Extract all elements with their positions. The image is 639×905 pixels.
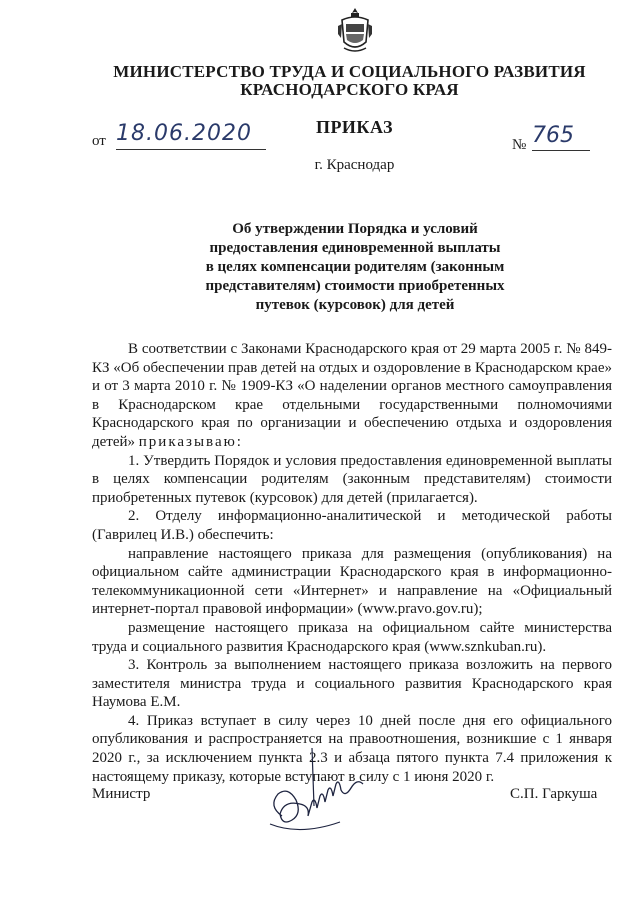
- handwritten-signature: [262, 746, 382, 838]
- clause-2: 2. Отделу информационно-аналитической и методической работы (Гаврилец И.В.) обеспечить:: [92, 508, 612, 543]
- subject-line: представителям) стоимости приобретенных: [205, 278, 505, 294]
- preamble-paragraph: [92, 340, 612, 452]
- order-subject: [170, 220, 540, 315]
- date-prefix: от: [92, 133, 106, 149]
- ministry-name-line1: МИНИСТЕРСТВО ТРУДА И СОЦИАЛЬНОГО РАЗВИТИЯ: [113, 62, 586, 81]
- order-number: 765: [532, 120, 590, 151]
- number-prefix: №: [512, 137, 527, 153]
- order-date: 18.06.2020: [116, 117, 266, 150]
- subject-line: Об утверждении Порядка и условий: [232, 221, 478, 237]
- order-word: приказываю:: [138, 433, 243, 450]
- clause-1: 1. Утвердить Порядок и условия предоставления единовременной выплаты в целях компенсации родителям (законным представителям) стоимости приобретенных путевок (курсовок) для детей (прилагается).: [92, 452, 612, 506]
- clause-4: 4. Приказ вступает в силу через 10 дней после дня его официального опубликования и распространяется на правоотношения, возникшие с 1 января 2020 г., за исключением пункта 2.3 и абзаца пятого пункта 7.4 приложения к настоящему приказу, которые вступают в силу с 1 июня 2020 г.: [92, 712, 612, 785]
- subject-line: путевок (курсовок) для детей: [255, 297, 455, 313]
- subject-line: в целях компенсации родителям (законным: [205, 259, 505, 275]
- subject-line: предоставления единовременной выплаты: [209, 240, 501, 256]
- order-body: [92, 340, 612, 786]
- city: г. Краснодар: [314, 157, 395, 173]
- preamble-text: В соответствии с Законами Краснодарского края от 29 марта 2005 г. № 849-КЗ «Об обеспечении прав детей на отдых и оздоровление в Краснодарском крае» и от 3 марта 2010 г. № 1909-КЗ «О наделении органов местного самоуправления в Краснодарском крае отдельными государственными полномочиями Краснодарского края по организации и обеспечению отдыха и оздоровления детей»: [92, 341, 612, 450]
- signer-title: Министр: [92, 786, 151, 802]
- clause-2-item-2: размещение настоящего приказа на официальном сайте министерства труда и социального развития Краснодарского края (www.sznkuban.ru).: [92, 619, 612, 655]
- signer-name: С.П. Гаркуша: [510, 786, 598, 802]
- coat-of-arms-emblem: [336, 6, 374, 54]
- clause-3: 3. Контроль за выполнением настоящего приказа возложить на первого заместителя министра труда и социального развития Краснодарского края Наумова Е.М.: [92, 657, 612, 711]
- clause-2-item-1: направление настоящего приказа для размещения (опубликования) на официальном сайте администрации Краснодарского края в информационно-телекоммуникационной сети «Интернет» и направление на «Официальный интернет-портал правовой информации» (www.pravo.gov.ru);: [92, 545, 612, 618]
- ministry-name-line2: КРАСНОДАРСКОГО КРАЯ: [240, 80, 459, 99]
- order-title: ПРИКАЗ: [315, 117, 394, 137]
